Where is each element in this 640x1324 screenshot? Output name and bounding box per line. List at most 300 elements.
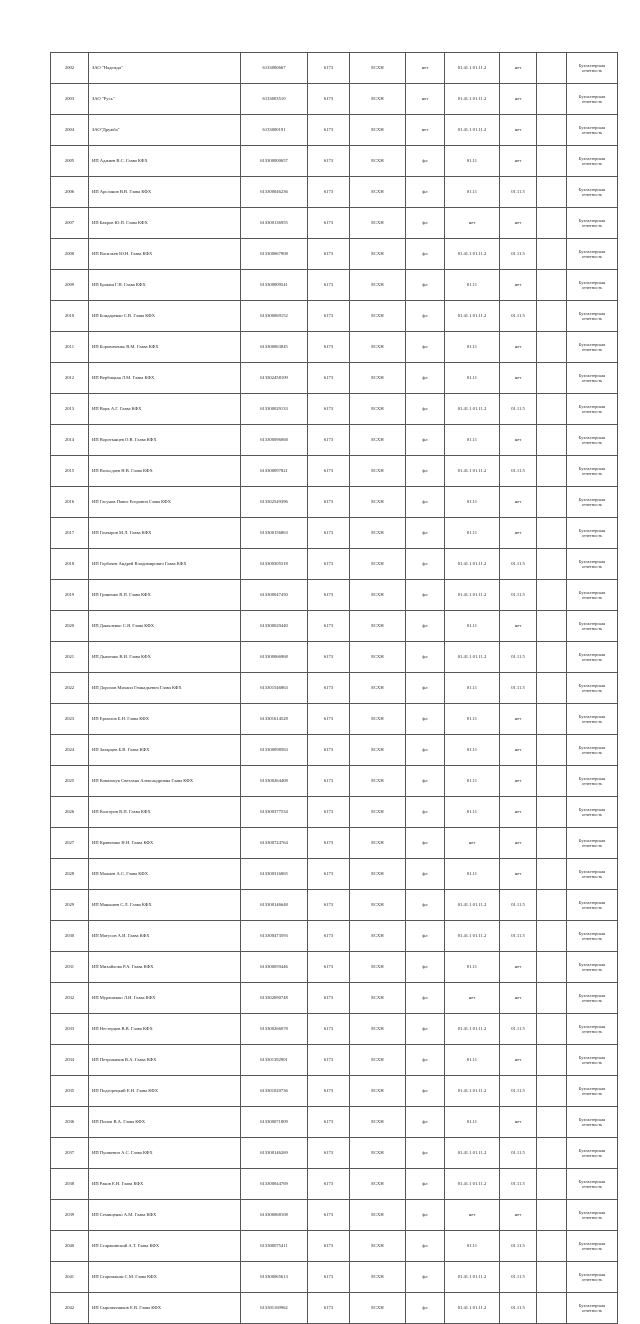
- reporting-form-cell: Бухгалтерская отчетность: [567, 580, 618, 611]
- row-number: 2028: [51, 859, 89, 890]
- reporting-form-cell: Бухгалтерская отчетность: [567, 1076, 618, 1107]
- tax-regime-cell: ЕСХН: [350, 1045, 406, 1076]
- tax-regime-cell: ЕСХН: [350, 549, 406, 580]
- type-cell: фл: [406, 518, 445, 549]
- registry-table: [50, 52, 618, 1324]
- type-cell: фл: [406, 270, 445, 301]
- table-row: [51, 1014, 618, 1045]
- table-row: [51, 642, 618, 673]
- code-cell: 6173: [308, 487, 350, 518]
- type-cell: фл: [406, 642, 445, 673]
- row-number: 2037: [51, 1138, 89, 1169]
- code-cell: 6173: [308, 797, 350, 828]
- reporting-form-cell: Бухгалтерская отчетность: [567, 270, 618, 301]
- table-row: [51, 239, 618, 270]
- blank-cell: [537, 208, 567, 239]
- code-cell: 6173: [308, 1169, 350, 1200]
- type-cell: фл: [406, 208, 445, 239]
- organization-name: ИП Ермолов Б.Н. Глава КФХ: [89, 704, 241, 735]
- code-cell: 6173: [308, 766, 350, 797]
- tax-regime-cell: ЕСХН: [350, 735, 406, 766]
- row-number: 2042: [51, 1293, 89, 1324]
- row-number: 2041: [51, 1262, 89, 1293]
- inn-cell: 613300009541: [241, 270, 308, 301]
- table-row: [51, 208, 618, 239]
- type-cell: фл: [406, 735, 445, 766]
- code-cell: 6173: [308, 1231, 350, 1262]
- table-row: [51, 487, 618, 518]
- table-row: [51, 363, 618, 394]
- code-cell: 6173: [308, 642, 350, 673]
- activity-code-cell: 01.11: [445, 146, 500, 177]
- blank-cell: [537, 983, 567, 1014]
- inn-cell: 613300066968: [241, 642, 308, 673]
- table-row: [51, 1076, 618, 1107]
- inn-cell: 613300156863: [241, 518, 308, 549]
- tax-regime-cell: ЕСХН: [350, 611, 406, 642]
- organization-name: ЗАО"Дружба": [89, 115, 241, 146]
- document-page: [50, 52, 617, 1324]
- reporting-form-cell: Бухгалтерская отчетность: [567, 363, 618, 394]
- activity-code-cell: 01.41.1 01.11.2: [445, 1076, 500, 1107]
- reporting-form-cell: Бухгалтерская отчетность: [567, 1200, 618, 1231]
- blank-cell: [537, 611, 567, 642]
- type-cell: фл: [406, 611, 445, 642]
- activity-code-cell: 01.11: [445, 363, 500, 394]
- type-cell: фл: [406, 487, 445, 518]
- tax-regime-cell: ЕСХН: [350, 828, 406, 859]
- row-number: 2014: [51, 425, 89, 456]
- code-cell: 6173: [308, 1107, 350, 1138]
- tax-regime-cell: ЕСХН: [350, 53, 406, 84]
- extra-code-cell: нет: [500, 1045, 537, 1076]
- extra-code-cell: нет: [500, 146, 537, 177]
- reporting-form-cell: Бухгалтерская отчетность: [567, 642, 618, 673]
- activity-code-cell: 01.41.1 01.11.2: [445, 456, 500, 487]
- organization-name: ИП Кравченко Н.Н. Глава КФХ: [89, 828, 241, 859]
- organization-name: ИП Захарцев Б.В. Глава КФХ: [89, 735, 241, 766]
- extra-code-cell: нет: [500, 766, 537, 797]
- reporting-form-cell: Бухгалтерская отчетность: [567, 1169, 618, 1200]
- type-cell: фл: [406, 859, 445, 890]
- activity-code-cell: 01.11: [445, 518, 500, 549]
- inn-cell: 613300067908: [241, 239, 308, 270]
- blank-cell: [537, 177, 567, 208]
- tax-regime-cell: ЕСХН: [350, 487, 406, 518]
- type-cell: фл: [406, 1014, 445, 1045]
- tax-regime-cell: ЕСХН: [350, 394, 406, 425]
- activity-code-cell: 01.11: [445, 952, 500, 983]
- reporting-form-cell: Бухгалтерская отчетность: [567, 53, 618, 84]
- blank-cell: [537, 797, 567, 828]
- type-cell: фл: [406, 828, 445, 859]
- reporting-form-cell: Бухгалтерская отчетность: [567, 1231, 618, 1262]
- code-cell: 6173: [308, 518, 350, 549]
- organization-name: ИП Боровиченко В.М. Глава КФХ: [89, 332, 241, 363]
- tax-regime-cell: ЕСХН: [350, 239, 406, 270]
- organization-name: ИП Семищенко А.М. Глава КФХ: [89, 1200, 241, 1231]
- organization-name: ИП Мурашенко Л.И. Глава КФХ: [89, 983, 241, 1014]
- blank-cell: [537, 1169, 567, 1200]
- organization-name: ИП Васильев Ю.Н. Глава КФХ: [89, 239, 241, 270]
- table-row: [51, 115, 618, 146]
- tax-regime-cell: ЕСХН: [350, 704, 406, 735]
- blank-cell: [537, 425, 567, 456]
- activity-code-cell: 01.41.1 01.11.2: [445, 921, 500, 952]
- blank-cell: [537, 53, 567, 84]
- inn-cell: 613300046236: [241, 177, 308, 208]
- tax-regime-cell: ЕСХН: [350, 1169, 406, 1200]
- inn-cell: 613300266078: [241, 1014, 308, 1045]
- inn-cell: 613300316065: [241, 859, 308, 890]
- row-number: 2023: [51, 704, 89, 735]
- tax-regime-cell: ЕСХН: [350, 456, 406, 487]
- activity-code-cell: нет: [445, 1200, 500, 1231]
- inn-cell: 613300029133: [241, 394, 308, 425]
- reporting-form-cell: Бухгалтерская отчетность: [567, 1138, 618, 1169]
- blank-cell: [537, 1262, 567, 1293]
- table-row: [51, 611, 618, 642]
- type-cell: фл: [406, 1293, 445, 1324]
- organization-name: ИП Попов В.А. Глава КФХ: [89, 1107, 241, 1138]
- row-number: 2009: [51, 270, 89, 301]
- code-cell: 6173: [308, 394, 350, 425]
- table-row: [51, 301, 618, 332]
- organization-name: ИП Арсланов В.В. Глава КФХ: [89, 177, 241, 208]
- table-row: [51, 1231, 618, 1262]
- tax-regime-cell: ЕСХН: [350, 301, 406, 332]
- extra-code-cell: 01.11.5: [500, 549, 537, 580]
- extra-code-cell: 01.11.5: [500, 394, 537, 425]
- table-row: [51, 704, 618, 735]
- inn-cell: 613302458109: [241, 363, 308, 394]
- activity-code-cell: 01.41.1 01.11.2: [445, 642, 500, 673]
- table-row: [51, 270, 618, 301]
- organization-name: ИП Мажаев А.С. Глава КФХ: [89, 859, 241, 890]
- extra-code-cell: 01.11.5: [500, 1262, 537, 1293]
- reporting-form-cell: Бухгалтерская отчетность: [567, 394, 618, 425]
- inn-cell: 6133000191: [241, 115, 308, 146]
- activity-code-cell: нет: [445, 208, 500, 239]
- activity-code-cell: 01.41.1 01.11.2: [445, 1262, 500, 1293]
- row-number: 2002: [51, 53, 89, 84]
- activity-code-cell: 01.11: [445, 1107, 500, 1138]
- organization-name: ИП Михайлова Р.А. Глава КФХ: [89, 952, 241, 983]
- row-number: 2005: [51, 146, 89, 177]
- tax-regime-cell: ЕСХН: [350, 208, 406, 239]
- activity-code-cell: 01.11: [445, 177, 500, 208]
- activity-code-cell: 01.41.1 01.11.2: [445, 394, 500, 425]
- tax-regime-cell: ЕСХН: [350, 952, 406, 983]
- organization-name: ИП Подгорецкий Е.Н. Глава КФХ: [89, 1076, 241, 1107]
- type-cell: фл: [406, 332, 445, 363]
- table-row: [51, 859, 618, 890]
- table-row: [51, 177, 618, 208]
- table-row: [51, 1045, 618, 1076]
- extra-code-cell: 01.11.5: [500, 239, 537, 270]
- extra-code-cell: нет: [500, 115, 537, 146]
- activity-code-cell: нет: [445, 828, 500, 859]
- tax-regime-cell: ЕСХН: [350, 983, 406, 1014]
- inn-cell: 613301614528: [241, 704, 308, 735]
- activity-code-cell: 01.11: [445, 270, 500, 301]
- blank-cell: [537, 580, 567, 611]
- inn-cell: 613302549396: [241, 487, 308, 518]
- activity-code-cell: 01.11: [445, 766, 500, 797]
- blank-cell: [537, 1200, 567, 1231]
- blank-cell: [537, 487, 567, 518]
- reporting-form-cell: Бухгалтерская отчетность: [567, 115, 618, 146]
- activity-code-cell: 01.41.1 01.11.2: [445, 890, 500, 921]
- row-number: 2022: [51, 673, 89, 704]
- activity-code-cell: 01.11: [445, 859, 500, 890]
- table-row: [51, 549, 618, 580]
- reporting-form-cell: Бухгалтерская отчетность: [567, 1293, 618, 1324]
- code-cell: 6173: [308, 983, 350, 1014]
- extra-code-cell: 01.11.5: [500, 580, 537, 611]
- tax-regime-cell: ЕСХН: [350, 1231, 406, 1262]
- inn-cell: 613300096068: [241, 425, 308, 456]
- tax-regime-cell: ЕСХН: [350, 673, 406, 704]
- type-cell: фл: [406, 983, 445, 1014]
- code-cell: 6173: [308, 53, 350, 84]
- tax-regime-cell: ЕСХН: [350, 766, 406, 797]
- activity-code-cell: нет: [445, 983, 500, 1014]
- activity-code-cell: 01.11: [445, 797, 500, 828]
- organization-name: ИП Воротынцев О.В. Глава КФХ: [89, 425, 241, 456]
- tax-regime-cell: ЕСХН: [350, 425, 406, 456]
- organization-name: ИП Гагунов Павел Егорович Глава КФХ: [89, 487, 241, 518]
- blank-cell: [537, 115, 567, 146]
- type-cell: фл: [406, 766, 445, 797]
- inn-cell: 613301546863: [241, 673, 308, 704]
- table-row: [51, 394, 618, 425]
- row-number: 2024: [51, 735, 89, 766]
- extra-code-cell: нет: [500, 208, 537, 239]
- tax-regime-cell: ЕСХН: [350, 642, 406, 673]
- inn-cell: 613300059446: [241, 952, 308, 983]
- reporting-form-cell: Бухгалтерская отчетность: [567, 84, 618, 115]
- type-cell: нет: [406, 84, 445, 115]
- code-cell: 6173: [308, 301, 350, 332]
- code-cell: 6173: [308, 1076, 350, 1107]
- code-cell: 6173: [308, 239, 350, 270]
- activity-code-cell: 01.11: [445, 332, 500, 363]
- type-cell: фл: [406, 456, 445, 487]
- table-row: [51, 921, 618, 952]
- inn-cell: 613300071809: [241, 1107, 308, 1138]
- code-cell: 6173: [308, 859, 350, 890]
- organization-name: ИП Нестерцев В.В. Глава КФХ: [89, 1014, 241, 1045]
- row-number: 2007: [51, 208, 89, 239]
- row-number: 2011: [51, 332, 89, 363]
- organization-name: ЗАО "Надежда": [89, 53, 241, 84]
- code-cell: 6173: [308, 84, 350, 115]
- type-cell: нет: [406, 115, 445, 146]
- type-cell: фл: [406, 1231, 445, 1262]
- inn-cell: 6133003510: [241, 84, 308, 115]
- activity-code-cell: 01.41.1 01.11.2: [445, 53, 500, 84]
- reporting-form-cell: Бухгалтерская отчетность: [567, 1262, 618, 1293]
- extra-code-cell: нет: [500, 952, 537, 983]
- blank-cell: [537, 890, 567, 921]
- code-cell: 6173: [308, 1262, 350, 1293]
- organization-name: ИП Дорохов Михаил Геннадьевич Глава КФХ: [89, 673, 241, 704]
- code-cell: 6173: [308, 146, 350, 177]
- inn-cell: 613300069152: [241, 301, 308, 332]
- code-cell: 6173: [308, 673, 350, 704]
- reporting-form-cell: Бухгалтерская отчетность: [567, 828, 618, 859]
- blank-cell: [537, 952, 567, 983]
- reporting-form-cell: Бухгалтерская отчетность: [567, 921, 618, 952]
- code-cell: 6173: [308, 456, 350, 487]
- tax-regime-cell: ЕСХН: [350, 580, 406, 611]
- organization-name: ИП Манышев С.Л. Глава КФХ: [89, 890, 241, 921]
- table-row: [51, 1169, 618, 1200]
- activity-code-cell: 01.11: [445, 1231, 500, 1262]
- table-row: [51, 580, 618, 611]
- reporting-form-cell: Бухгалтерская отчетность: [567, 487, 618, 518]
- row-number: 2035: [51, 1076, 89, 1107]
- table-row: [51, 952, 618, 983]
- row-number: 2015: [51, 456, 89, 487]
- row-number: 2010: [51, 301, 89, 332]
- type-cell: фл: [406, 1107, 445, 1138]
- organization-name: ИП Матусов А.И. Глава КФХ: [89, 921, 241, 952]
- code-cell: 6173: [308, 828, 350, 859]
- extra-code-cell: 01.11.5: [500, 1138, 537, 1169]
- type-cell: фл: [406, 673, 445, 704]
- type-cell: фл: [406, 1076, 445, 1107]
- blank-cell: [537, 1076, 567, 1107]
- tax-regime-cell: ЕСХН: [350, 363, 406, 394]
- row-number: 2020: [51, 611, 89, 642]
- code-cell: 6173: [308, 425, 350, 456]
- inn-cell: 613300044769: [241, 1169, 308, 1200]
- reporting-form-cell: Бухгалтерская отчетность: [567, 859, 618, 890]
- row-number: 2026: [51, 797, 89, 828]
- activity-code-cell: 01.11: [445, 611, 500, 642]
- tax-regime-cell: ЕСХН: [350, 921, 406, 952]
- activity-code-cell: 01.41.1 01.11.2: [445, 580, 500, 611]
- organization-name: ИП Бракин Г.Н. Глава КФХ: [89, 270, 241, 301]
- type-cell: фл: [406, 239, 445, 270]
- code-cell: 6173: [308, 549, 350, 580]
- extra-code-cell: нет: [500, 1107, 537, 1138]
- reporting-form-cell: Бухгалтерская отчетность: [567, 766, 618, 797]
- organization-name: ИП Ковальчук Светлана Александровна Глава КФХ: [89, 766, 241, 797]
- row-number: 2032: [51, 983, 89, 1014]
- row-number: 2036: [51, 1107, 89, 1138]
- inn-cell: 613300029440: [241, 611, 308, 642]
- row-number: 2039: [51, 1200, 89, 1231]
- extra-code-cell: нет: [500, 84, 537, 115]
- table-row: [51, 983, 618, 1014]
- activity-code-cell: 01.41.1 01.11.2: [445, 115, 500, 146]
- blank-cell: [537, 84, 567, 115]
- blank-cell: [537, 921, 567, 952]
- blank-cell: [537, 673, 567, 704]
- code-cell: 6173: [308, 1045, 350, 1076]
- reporting-form-cell: Бухгалтерская отчетность: [567, 177, 618, 208]
- organization-name: ИП Старакивский А.Т. Глава КФХ: [89, 1231, 241, 1262]
- type-cell: фл: [406, 921, 445, 952]
- inn-cell: 6133000667: [241, 53, 308, 84]
- extra-code-cell: 01.11.5: [500, 673, 537, 704]
- reporting-form-cell: Бухгалтерская отчетность: [567, 1107, 618, 1138]
- row-number: 2019: [51, 580, 89, 611]
- blank-cell: [537, 1231, 567, 1262]
- extra-code-cell: 01.11.5: [500, 1169, 537, 1200]
- table-row: [51, 425, 618, 456]
- row-number: 2004: [51, 115, 89, 146]
- activity-code-cell: 01.11: [445, 425, 500, 456]
- table-row: [51, 456, 618, 487]
- reporting-form-cell: Бухгалтерская отчетность: [567, 518, 618, 549]
- row-number: 2018: [51, 549, 89, 580]
- activity-code-cell: 01.41.1 01.11.2: [445, 549, 500, 580]
- activity-code-cell: 01.11: [445, 1045, 500, 1076]
- activity-code-cell: 01.11: [445, 487, 500, 518]
- organization-name: ИП Гончаров М.Л. Глава КФХ: [89, 518, 241, 549]
- inn-cell: 613302690748: [241, 983, 308, 1014]
- type-cell: фл: [406, 146, 445, 177]
- blank-cell: [537, 1107, 567, 1138]
- activity-code-cell: 01.41.1 01.11.2: [445, 1014, 500, 1045]
- activity-code-cell: 01.11: [445, 673, 500, 704]
- inn-cell: 613300047450: [241, 580, 308, 611]
- inn-cell: 613300146648: [241, 890, 308, 921]
- reporting-form-cell: Бухгалтерская отчетность: [567, 952, 618, 983]
- reporting-form-cell: Бухгалтерская отчетность: [567, 797, 618, 828]
- blank-cell: [537, 1293, 567, 1324]
- activity-code-cell: 01.11: [445, 735, 500, 766]
- inn-cell: 613300068108: [241, 1200, 308, 1231]
- reporting-form-cell: Бухгалтерская отчетность: [567, 239, 618, 270]
- organization-name: ИП Дьяченко В.И. Глава КФХ: [89, 642, 241, 673]
- blank-cell: [537, 363, 567, 394]
- blank-cell: [537, 1045, 567, 1076]
- extra-code-cell: нет: [500, 797, 537, 828]
- blank-cell: [537, 828, 567, 859]
- reporting-form-cell: Бухгалтерская отчетность: [567, 456, 618, 487]
- inn-cell: 613300264408: [241, 766, 308, 797]
- row-number: 2003: [51, 84, 89, 115]
- table-row: [51, 146, 618, 177]
- type-cell: фл: [406, 890, 445, 921]
- inn-cell: 613301392901: [241, 1045, 308, 1076]
- organization-name: ИП Гриненко В.П. Глава КФХ: [89, 580, 241, 611]
- row-number: 2021: [51, 642, 89, 673]
- type-cell: фл: [406, 549, 445, 580]
- extra-code-cell: нет: [500, 828, 537, 859]
- extra-code-cell: нет: [500, 518, 537, 549]
- code-cell: 6173: [308, 952, 350, 983]
- table-row: [51, 890, 618, 921]
- extra-code-cell: 01.11.5: [500, 1076, 537, 1107]
- blank-cell: [537, 518, 567, 549]
- extra-code-cell: 01.11.5: [500, 890, 537, 921]
- table-row: [51, 673, 618, 704]
- tax-regime-cell: ЕСХН: [350, 146, 406, 177]
- activity-code-cell: 01.41.1 01.11.2: [445, 1169, 500, 1200]
- reporting-form-cell: Бухгалтерская отчетность: [567, 146, 618, 177]
- code-cell: 6173: [308, 580, 350, 611]
- tax-regime-cell: ЕСХН: [350, 1107, 406, 1138]
- activity-code-cell: 01.41.1 01.11.2: [445, 239, 500, 270]
- row-number: 2017: [51, 518, 89, 549]
- row-number: 2029: [51, 890, 89, 921]
